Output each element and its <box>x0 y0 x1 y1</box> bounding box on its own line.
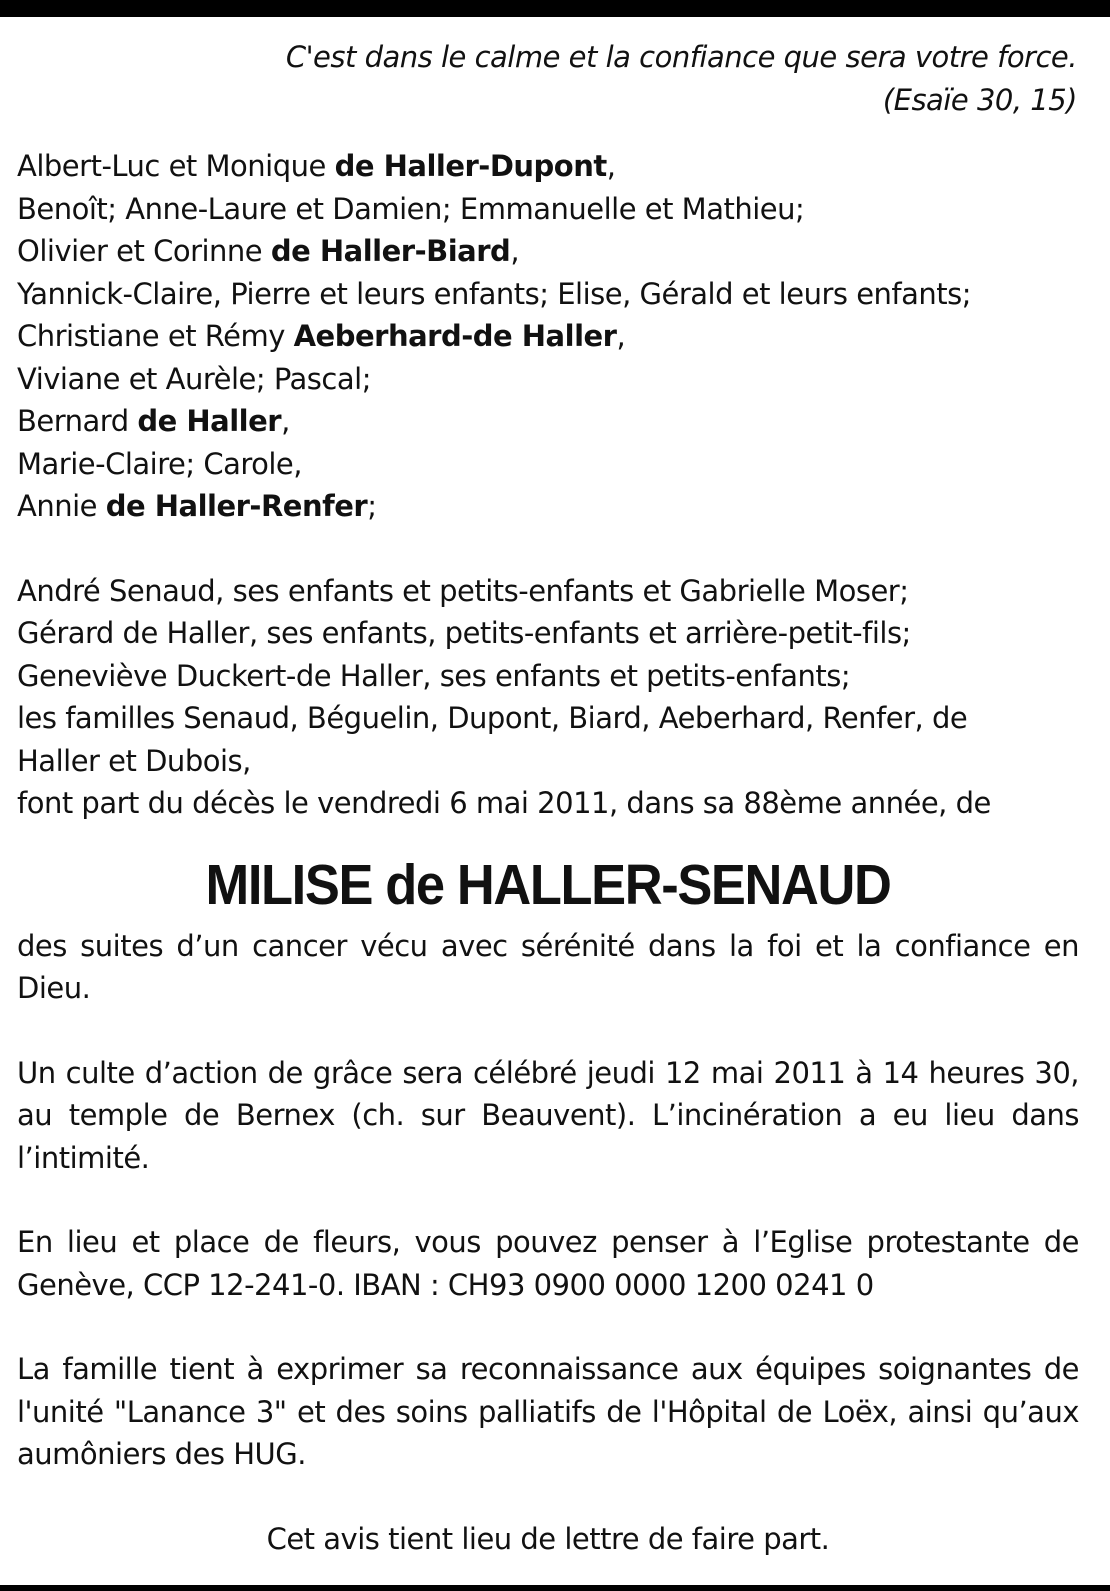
family-line: Annie de Haller-Renfer; <box>17 489 377 523</box>
family-surname: Aeberhard-de Haller <box>293 319 617 353</box>
epigraph-reference: (Esaïe 30, 15) <box>882 82 1077 117</box>
family-list <box>17 145 1079 528</box>
relatives-line: Gérard de Haller, ses enfants, petits-enfants et arrière-petit-fils; <box>17 616 911 650</box>
family-surname: de Haller-Dupont <box>334 149 607 183</box>
deceased-name: MILISE de HALLER-SENAUD <box>205 852 891 917</box>
family-line: Albert-Luc et Monique de Haller-Dupont, <box>17 149 616 183</box>
relatives-line: les familles Senaud, Béguelin, Dupont, Biard, Aeberhard, Renfer, de <box>17 701 968 735</box>
relatives-line: Geneviève Duckert-de Haller, ses enfants et petits-enfants; <box>17 658 851 693</box>
family-line: Marie-Claire; Carole, <box>17 446 302 481</box>
family-line: Yannick-Claire, Pierre et leurs enfants; Elise, Gérald et leurs enfants; <box>17 276 972 311</box>
epigraph <box>17 36 1079 121</box>
bottom-border-rule <box>0 1585 1110 1591</box>
family-line: Bernard de Haller, <box>17 404 290 438</box>
family-line: Christiane et Rémy Aeberhard-de Haller, <box>17 319 626 353</box>
top-border-rule <box>0 0 1110 17</box>
cause-paragraph: des suites d’un cancer vécu avec sérénité dans la foi et la confiance en Dieu. <box>17 928 1079 1005</box>
service-paragraph: Un culte d’action de grâce sera célébré jeudi 12 mai 2011 à 14 heures 30, au temple de Bernex (ch. sur Beauvent). L’incinération a eu lieu dans l’intimité. <box>17 1055 1079 1175</box>
family-surname: de Haller-Biard <box>270 234 511 268</box>
family-surname: de Haller <box>137 404 282 438</box>
thanks-paragraph: La famille tient à exprimer sa reconnaissance aux équipes soignantes de l'unité "Lanance 3" et des soins palliatifs de l'Hôpital de Loëx, ainsi qu’aux aumôniers des HUG. <box>17 1352 1079 1471</box>
family-line: Olivier et Corinne de Haller-Biard, <box>17 234 520 268</box>
closing-line: Cet avis tient lieu de lettre de faire part. <box>266 1521 830 1556</box>
relatives-line: André Senaud, ses enfants et petits-enfants et Gabrielle Moser; <box>17 573 909 608</box>
donation-paragraph: En lieu et place de fleurs, vous pouvez penser à l’Eglise protestante de Genève, CCP 12-241-0. IBAN : CH93 0900 0000 1200 0241 0 <box>17 1225 1079 1302</box>
relatives-line: font part du décès le vendredi 6 mai 2011, dans sa 88ème année, de <box>17 786 991 820</box>
relatives-line: Haller et Dubois, <box>17 743 251 778</box>
family-surname: de Haller-Renfer <box>105 489 368 523</box>
relatives-list <box>17 570 1079 825</box>
obituary-notice <box>17 36 1079 1560</box>
family-line: Viviane et Aurèle; Pascal; <box>17 361 371 396</box>
family-line: Benoît; Anne-Laure et Damien; Emmanuelle et Mathieu; <box>17 191 805 226</box>
epigraph-quote: C'est dans le calme et la confiance que sera votre force. <box>285 40 1077 74</box>
